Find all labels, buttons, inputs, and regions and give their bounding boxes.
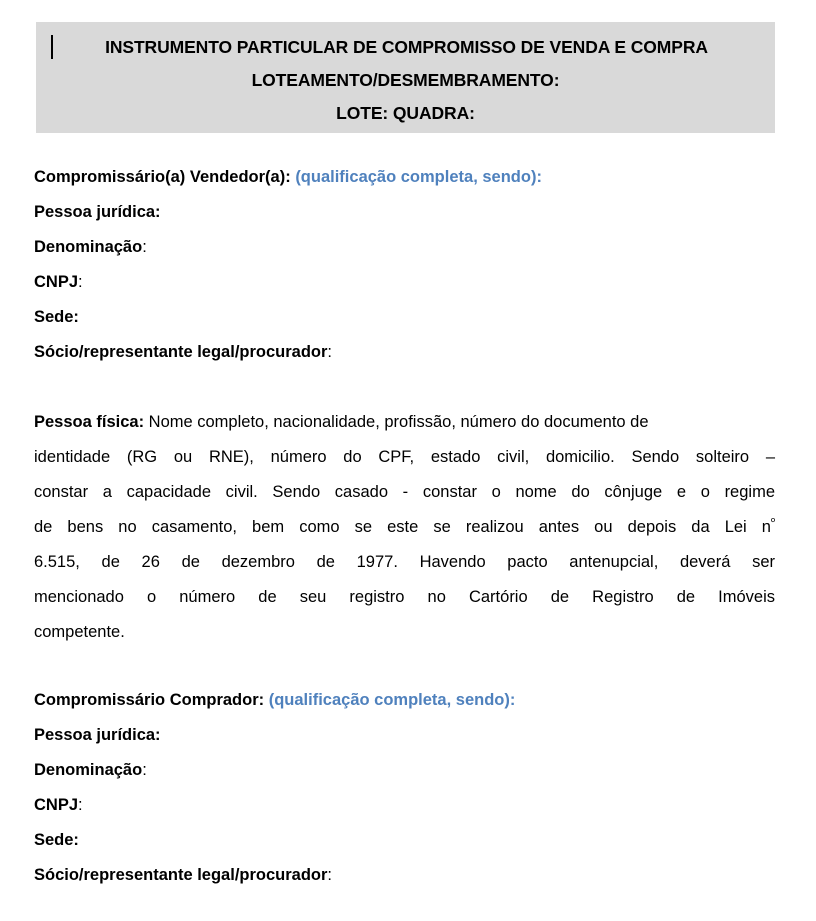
title-line-1: [36, 31, 775, 64]
seller-heading-label: Compromissário(a) Vendedor(a):: [34, 168, 291, 186]
paragraph-line-6-text: mencionado o número de seu registro no Cartório de Registro de Imóveis: [34, 588, 775, 606]
seller-field-cnpj-colon: :: [78, 273, 83, 291]
buyer-field-socio-label: Sócio/representante legal/procurador: [34, 866, 328, 884]
seller-field-socio: [34, 335, 775, 370]
seller-field-cnpj-label: CNPJ: [34, 273, 79, 291]
buyer-field-cnpj-label: CNPJ: [34, 796, 79, 814]
paragraph-lead-label: Pessoa física:: [34, 413, 145, 431]
paragraph-line-2: [34, 440, 775, 475]
seller-field-cnpj: [34, 265, 775, 300]
seller-field-denominacao-label: Denominação: [34, 238, 143, 256]
paragraph-line-7: [34, 615, 775, 650]
natural-person-paragraph: [34, 405, 775, 650]
buyer-field-denominacao-colon: :: [142, 761, 147, 779]
title-line-3-text: LOTE: QUADRA:: [336, 103, 475, 123]
buyer-heading-label: Compromissário Comprador:: [34, 691, 265, 709]
spacer-after-seller-fields: [34, 370, 775, 405]
buyer-field-socio-colon: :: [327, 866, 333, 884]
buyer-field-denominacao: [34, 753, 775, 788]
title-line-1-text: INSTRUMENTO PARTICULAR DE COMPROMISSO DE VENDA E COMPRA: [105, 37, 708, 57]
seller-field-pessoa-juridica: [34, 195, 775, 230]
document-body: [34, 160, 775, 893]
buyer-field-cnpj: [34, 788, 775, 823]
paragraph-line-3-text: constar a capacidade civil. Sendo casado - constar o nome do cônjuge e o regime: [34, 483, 775, 501]
paragraph-line-5-text: 6.515, de 26 de dezembro de 1977. Havendo pacto antenupcial, deverá ser: [34, 553, 775, 571]
title-line-3: [36, 97, 775, 130]
paragraph-line-3: [34, 475, 775, 510]
title-band: [36, 22, 775, 133]
seller-heading: [34, 160, 775, 195]
title-line-2: [36, 64, 775, 97]
paragraph-line-2-text: identidade (RG ou RNE), número do CPF, estado civil, domicilio. Sendo solteiro –: [34, 448, 775, 466]
seller-field-sede: [34, 300, 775, 335]
buyer-heading-note: (qualificação completa, sendo):: [268, 691, 516, 709]
seller-field-denominacao-colon: :: [142, 238, 147, 256]
paragraph-line-7-text: competente.: [34, 623, 125, 641]
seller-heading-note: (qualificação completa, sendo):: [295, 168, 542, 186]
paragraph-line-4-text: de bens no casamento, bem como se este se realizou antes ou depois da Lei n: [34, 518, 771, 536]
paragraph-line-5: [34, 545, 775, 580]
buyer-field-cnpj-colon: :: [78, 796, 83, 814]
paragraph-ordinal-indicator: º: [770, 516, 775, 529]
title-line-2-text: LOTEAMENTO/DESMEMBRAMENTO:: [251, 70, 560, 90]
paragraph-line-1: [34, 405, 775, 440]
buyer-field-pessoa-juridica-label: Pessoa jurídica:: [34, 726, 161, 744]
buyer-field-socio: [34, 858, 775, 893]
buyer-field-pessoa-juridica: [34, 718, 775, 753]
paragraph-line-1-rest: Nome completo, nacionalidade, profissão, número do documento de: [148, 413, 649, 431]
buyer-field-sede: [34, 823, 775, 858]
seller-field-denominacao: [34, 230, 775, 265]
seller-field-sede-label: Sede:: [34, 308, 79, 326]
seller-field-socio-label: Sócio/representante legal/procurador: [34, 343, 328, 361]
buyer-heading: [34, 683, 775, 718]
seller-field-socio-colon: :: [327, 343, 333, 361]
paragraph-line-6: [34, 580, 775, 615]
seller-field-pessoa-juridica-label: Pessoa jurídica:: [34, 203, 161, 221]
paragraph-line-4: [34, 510, 775, 545]
buyer-field-denominacao-label: Denominação: [34, 761, 143, 779]
buyer-field-sede-label: Sede:: [34, 831, 79, 849]
text-caret: [51, 35, 53, 59]
spacer-before-buyer: [34, 650, 775, 683]
